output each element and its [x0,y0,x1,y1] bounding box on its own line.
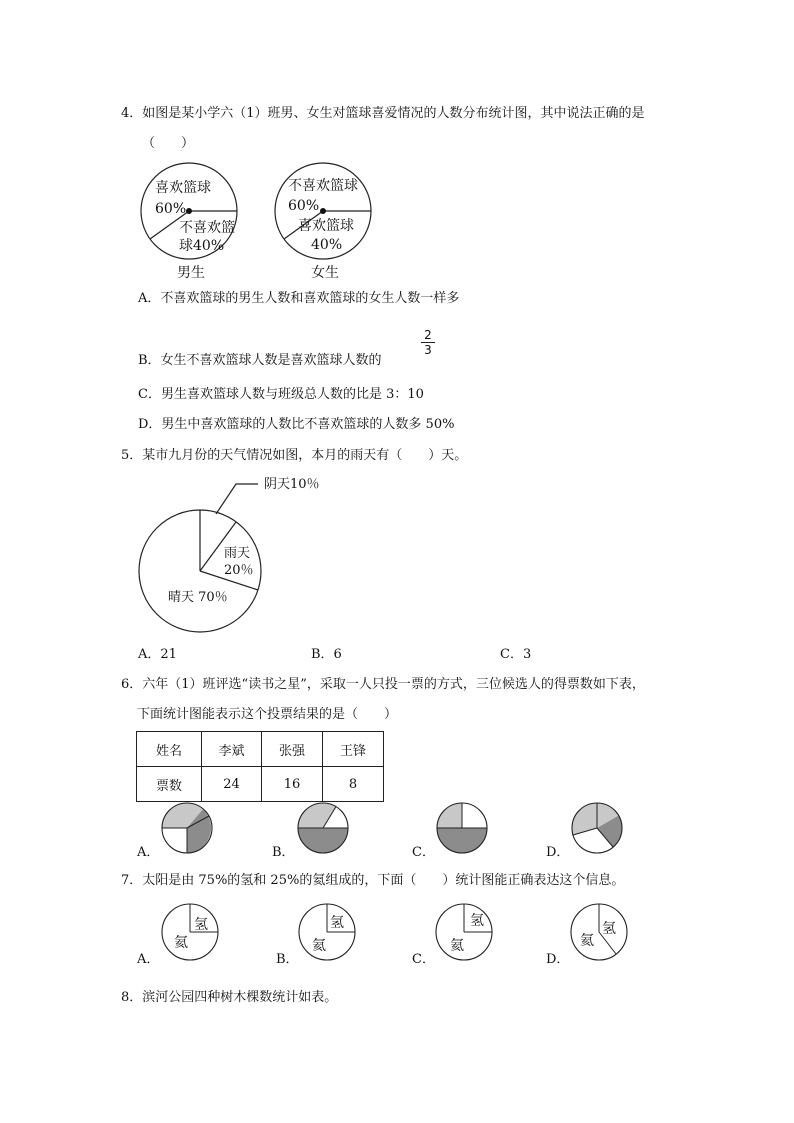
q5-weather-pie [130,470,350,640]
vote-table [136,731,384,802]
table-cell-votes-label: 票数 [137,767,202,802]
q6-option-pies [130,800,650,862]
table-row [137,732,384,767]
girl-dislike-pct: 60% [288,198,320,214]
sunny-label: 晴天 70％ [168,590,228,605]
q7-pie-c [436,904,492,960]
q7-option-c-label: C． [412,952,435,967]
girl-caption: 女生 [311,265,339,281]
q4-stem: 4．如图是某小学六（1）班男、女生对篮球喜爱情况的人数分布统计图，其中说法正确的是 [121,106,645,121]
fraction-denominator: 3 [421,342,435,357]
table-header-name: 姓名 [137,732,202,767]
q7-option-a-label: A． [137,952,160,967]
q7-option-d-label: D． [546,952,570,967]
q7-b-h: 氢 [330,915,344,931]
q6-option-b-label: B． [272,845,295,860]
q7-pie-d [571,904,627,960]
boy-dislike-label-1: 不喜欢篮 [179,220,235,236]
girl-like-pct: 40% [311,237,343,253]
table-header-candidate: 李斌 [202,732,262,767]
q7-b-he: 氦 [312,938,326,954]
boy-dislike-label-2: 球40% [179,238,225,254]
girl-like-label: 喜欢篮球 [298,218,354,234]
table-cell-votes: 24 [202,767,262,802]
cloudy-leader-line [216,484,258,514]
q6-pie-d [572,803,622,853]
rainy-label-2: 20％ [224,563,254,578]
girl-pie-chart [275,163,371,281]
girl-dislike-label: 不喜欢篮球 [288,178,358,194]
q4-option-c: C．男生喜欢篮球人数与班级总人数的比是 3：10 [138,387,424,402]
q6-stem-line2: 下面统计图能表示这个投票结果的是（ ） [137,707,398,722]
table-header-candidate: 张强 [262,732,323,767]
q8-stem: 8．滨河公园四种树木棵数统计如表。 [121,990,338,1005]
q6-pie-b [298,803,348,853]
boy-pie-center [186,208,192,214]
table-row [137,767,384,802]
q6-pie-a [162,803,212,853]
table-cell-votes: 16 [262,767,323,802]
table-cell-votes: 8 [323,767,384,802]
q7-pie-b [299,904,355,960]
cloudy-label: 阴天10％ [264,477,320,492]
rainy-label-1: 雨天 [224,546,251,561]
q6-stem-line1: 6．六年（1）班评选“读书之星”，采取一人只投一票的方式，三位候选人的得票数如下表， [121,677,645,692]
q5-option-a: A．21 [138,647,177,662]
q6-pie-c [437,803,487,853]
table-header-candidate: 王锋 [323,732,384,767]
q4-option-d: D．男生中喜欢篮球的人数比不喜欢篮球的人数多 50% [138,417,455,432]
q4-pie-charts [135,160,395,288]
q7-stem: 7．太阳是由 75%的氢和 25%的氦组成的，下面（ ）统计图能正确表达这个信息。 [121,873,625,888]
boy-like-label: 喜欢篮球 [155,180,211,196]
q7-pie-a [162,904,218,960]
boy-caption: 男生 [177,265,205,281]
q6-option-c-label: C． [412,845,435,860]
q4-answer-paren: （ ） [142,136,195,151]
q5-option-c: C．3 [500,647,532,662]
q7-a-he: 氦 [174,935,188,951]
q7-a-h: 氢 [194,917,208,933]
q7-c-he: 氦 [450,938,464,954]
q7-d-he: 氦 [580,933,594,949]
q4-option-a: A．不喜欢篮球的男生人数和喜欢篮球的女生人数一样多 [138,291,460,306]
q5-stem: 5．某市九月份的天气情况如图，本月的雨天有（ ）天。 [121,448,468,463]
q5-option-b: B．6 [311,647,342,662]
q6-option-d-label: D． [546,845,570,860]
fraction-numerator: 2 [424,328,432,342]
boy-like-pct: 60% [155,201,187,217]
q4-option-b: B．女生不喜欢篮球人数是喜欢篮球人数的 [138,353,382,368]
girl-pie-center [320,208,326,214]
boy-pie-chart [141,163,237,281]
q7-option-b-label: B． [276,952,299,967]
q7-d-h: 氢 [602,921,616,937]
q7-c-h: 氢 [470,913,484,929]
q4-option-b-fraction [421,328,435,357]
q6-option-a-label: A． [137,845,160,860]
